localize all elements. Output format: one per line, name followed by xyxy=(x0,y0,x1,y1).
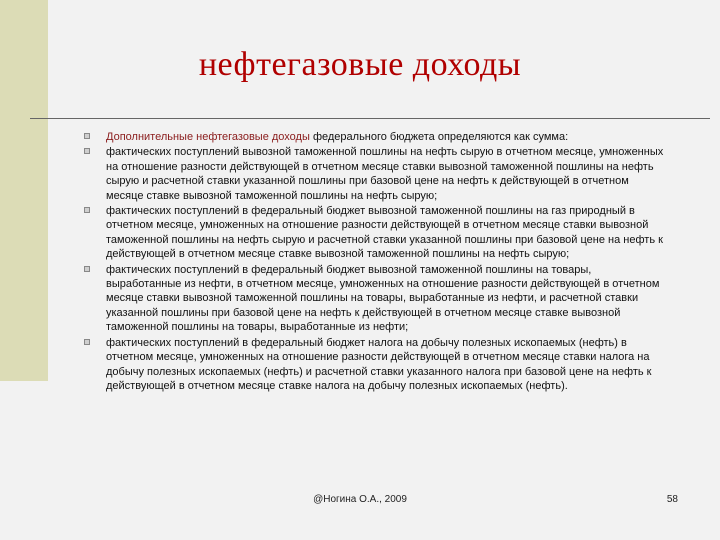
square-bullet-icon xyxy=(84,148,90,154)
list-item-text: фактических поступлений в федеральный бюджет вывозной таможенной пошлины на газ природный в отчетном месяце, умноженных на отношение разности действующей в отчетном месяце ставки вывозной таможенной пошлины на нефть сырую и расчетной ставки указанной пошлины при базовой цене на нефть к действующей в отчетном месяце ставке вывозной таможенной пошлины на нефть сырую; xyxy=(106,205,663,261)
list-item xyxy=(106,130,666,144)
square-bullet-icon xyxy=(84,133,90,139)
list-item-text: фактических поступлений в федеральный бюджет вывозной таможенной пошлины на товары, выработанные из нефти, в отчетном месяце, умноженных на отношение разности действующей в отчетном месяце ставки вывозной таможенной пошлины на товары, выработанные из нефти, и расчетной ставки указанной пошлины при базовой цене на нефть к действующей в отчетном месяце ставке вывозной таможенной пошлины на товары, выработанные из нефти; xyxy=(106,263,660,334)
list-item-text: федерального бюджета определяются как сумма: xyxy=(309,131,569,143)
square-bullet-icon xyxy=(84,207,90,213)
square-bullet-icon xyxy=(84,266,90,272)
list-item-text: фактических поступлений в федеральный бюджет налога на добычу полезных ископаемых (нефть) в отчетном месяце, умноженных на отношение разности действующей в отчетном месяце ставки налога на добычу полезных ископаемых (нефть) и расчетной ставки указанного налога при базовой цене на нефть к действующей в отчетном месяце ставке налога на добычу полезных ископаемых (нефть). xyxy=(106,336,652,392)
bullet-list xyxy=(106,130,666,394)
list-item xyxy=(106,263,666,335)
square-bullet-icon xyxy=(84,339,90,345)
title-divider xyxy=(30,118,710,119)
list-item xyxy=(106,336,666,394)
list-item-lead: Дополнительные нефтегазовые доходы xyxy=(106,131,310,143)
list-item xyxy=(106,145,666,203)
list-item-text: фактических поступлений вывозной таможенной пошлины на нефть сырую в отчетном месяце, умноженных на отношение разности действующей в отчетном месяце ставки вывозной таможенной пошлины на нефть сырую и расчетной ставки указанной пошлины при базовой цене на нефть к действующей в отчетном месяце ставке вывозной таможенной пошлины на нефть сырую; xyxy=(106,146,664,202)
footer-author: @Ногина О.А., 2009 xyxy=(313,494,407,505)
page-number: 58 xyxy=(666,494,678,505)
slide-title: нефтегазовые доходы xyxy=(198,46,522,83)
list-item xyxy=(106,204,666,262)
